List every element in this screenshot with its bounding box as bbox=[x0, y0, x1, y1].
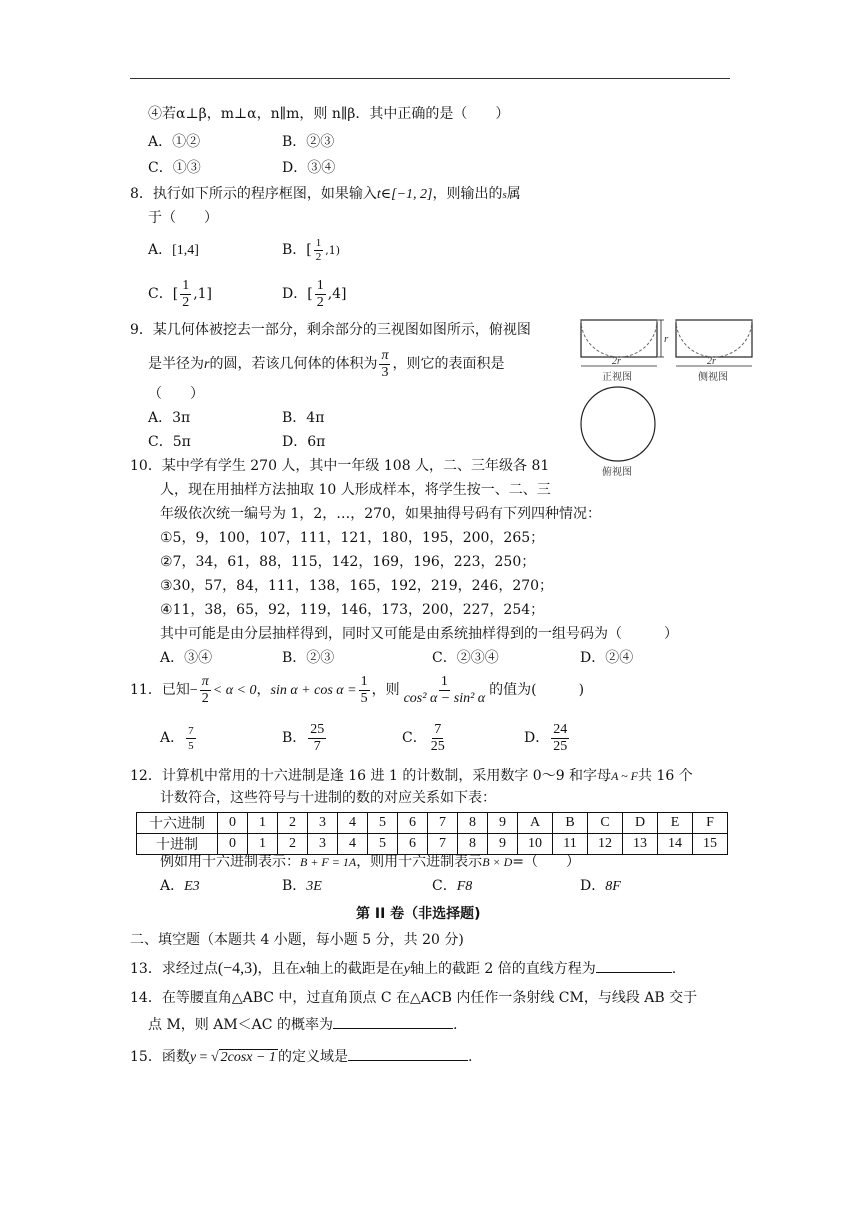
q8-stem-text-2: ，则输出的 bbox=[432, 186, 503, 202]
q12-text-b: 共 16 个 bbox=[638, 768, 693, 784]
hex-row bbox=[137, 813, 728, 834]
q13-point: (−4,3) bbox=[217, 960, 258, 977]
q11-d-label: D． bbox=[524, 730, 550, 746]
q8-b-label: B． bbox=[282, 242, 307, 258]
q12-example-text-a: 例如用十六进制表示： bbox=[160, 854, 300, 870]
q15-radicand: 2cosx − 1 bbox=[220, 1050, 276, 1065]
q9-stem-line3: （ ） bbox=[148, 386, 204, 402]
q11-b-num: 25 bbox=[310, 721, 325, 737]
decimal-cell: 0 bbox=[218, 834, 248, 855]
q11-cond2-den: 5 bbox=[360, 690, 368, 706]
q8-b-num: 1 bbox=[315, 236, 322, 249]
q9-text-b: 的圆，若该几何体的体积为 bbox=[209, 356, 378, 372]
q14-end: . bbox=[452, 1017, 458, 1033]
q7-option-d: D．③④ bbox=[282, 160, 336, 176]
q9-option-a: A．3π bbox=[148, 410, 191, 426]
q13-text-c: 轴上的截距是在 bbox=[305, 961, 404, 977]
q12-a-value: E3 bbox=[184, 879, 200, 894]
q8-condition: t∈[−1, 2] bbox=[376, 187, 433, 202]
q10-option-a: A．③④ bbox=[160, 650, 213, 666]
q11-tail: 的值为( ) bbox=[489, 682, 585, 698]
q9-text-a: 是半径为 bbox=[148, 356, 204, 372]
q11-cond1-fraction bbox=[200, 674, 211, 707]
q11-cond2-fraction bbox=[359, 674, 370, 707]
hex-cell: 5 bbox=[368, 813, 398, 834]
q13-end: . bbox=[671, 961, 677, 977]
decimal-cell: 1 bbox=[248, 834, 278, 855]
q12-text-a: 12．计算机中常用的十六进制是逢 16 进 1 的计数制，采用数字 0～9 和字母 bbox=[130, 768, 612, 784]
q12-option-c bbox=[432, 876, 472, 897]
hex-cell: E bbox=[658, 813, 693, 834]
part2-title: 第 II 卷（非选择题) bbox=[356, 906, 481, 922]
sqrt-icon: √ bbox=[210, 1050, 219, 1065]
q9-stem-line1: 9．某几何体被挖去一部分，剩余部分的三视图如图所示，俯视图 bbox=[130, 322, 531, 338]
decimal-cell: 5 bbox=[368, 834, 398, 855]
q12-b-value: 3E bbox=[306, 879, 322, 894]
q8-d-close: ,4] bbox=[327, 286, 347, 302]
q12-var-range: A ~ F bbox=[611, 769, 638, 783]
q11-d-num: 24 bbox=[553, 721, 568, 737]
decimal-cell: 9 bbox=[488, 834, 518, 855]
q11-cond1-den: 2 bbox=[201, 690, 209, 706]
hex-cell: 3 bbox=[308, 813, 338, 834]
q8-c-open: [ bbox=[172, 286, 179, 302]
q8-stem-text-3: 属 bbox=[506, 186, 521, 202]
q11-cond2-num: 1 bbox=[360, 673, 368, 689]
decimal-cell: 13 bbox=[623, 834, 658, 855]
q10-question: 其中可能是由分层抽样得到，同时又可能是由系统抽样得到的一组号码为（ ） bbox=[160, 626, 678, 642]
q11-b-label: B． bbox=[282, 730, 307, 746]
hex-cell: 8 bbox=[458, 813, 488, 834]
q8-stem-cont: 于（ ） bbox=[148, 210, 218, 226]
q8-d-den: 2 bbox=[316, 294, 324, 310]
q11-expr-num: 1 bbox=[440, 673, 448, 689]
hex-cell: 9 bbox=[488, 813, 518, 834]
q12-d-value: 8F bbox=[605, 879, 621, 894]
hex-row-header: 十六进制 bbox=[137, 813, 218, 834]
q13-answer-blank[interactable] bbox=[596, 958, 672, 973]
top-view-caption: 俯视图 bbox=[602, 467, 632, 478]
q8-c-fraction bbox=[180, 278, 191, 311]
q10-stem-line3: 年级依次统一编号为 1，2，…，270，如果抽得号码有下列四种情况： bbox=[160, 506, 601, 522]
q15-text-a: 15．函数 bbox=[130, 1049, 190, 1065]
decimal-row-header: 十进制 bbox=[137, 834, 218, 855]
q8-c-label: C． bbox=[148, 286, 173, 302]
q12-example-expression: B × D bbox=[482, 855, 513, 869]
q11-cond1-num: π bbox=[201, 673, 209, 689]
q13-text-a: 13．求经过点 bbox=[130, 961, 218, 977]
q9-three-view-figure bbox=[576, 314, 756, 480]
q9-option-d: D．6π bbox=[282, 434, 326, 450]
q11-cond2-lhs: sin α + cos α = bbox=[270, 683, 357, 698]
q12-stem-line2: 计数符合，这些符号与十进制的数的对应关系如下表： bbox=[160, 790, 496, 806]
q7-option-c: C．①③ bbox=[148, 160, 201, 176]
q11-a-label: A． bbox=[160, 730, 185, 746]
q11-d-fraction bbox=[551, 722, 569, 755]
q8-option-b bbox=[282, 232, 340, 269]
q9-text-c: ，则它的表面积是 bbox=[392, 356, 505, 372]
q9-option-c: C．5π bbox=[148, 434, 191, 450]
q8-stem bbox=[130, 184, 521, 205]
q8-d-fraction bbox=[315, 278, 326, 311]
q13-var-y: y bbox=[403, 962, 410, 977]
q11-comma: ， bbox=[256, 682, 271, 698]
q14-stem-line2 bbox=[148, 1014, 457, 1035]
q11-lead: 11．已知 bbox=[130, 682, 190, 698]
hex-cell: 2 bbox=[278, 813, 308, 834]
q12-c-label: C． bbox=[432, 878, 457, 894]
q11-neg: − bbox=[189, 683, 198, 698]
q8-option-c bbox=[148, 276, 212, 312]
decimal-cell: 14 bbox=[658, 834, 693, 855]
decimal-cell: 12 bbox=[588, 834, 623, 855]
hex-cell: 7 bbox=[428, 813, 458, 834]
q11-a-fraction bbox=[186, 724, 196, 753]
hex-decimal-table bbox=[136, 812, 728, 855]
q8-d-open: [ bbox=[307, 286, 313, 302]
q10-case-3: ③30，57，84，111，138，165，192，219，246，270； bbox=[160, 578, 554, 594]
q11-then: ，则 bbox=[371, 682, 400, 698]
q10-option-d: D．②④ bbox=[580, 650, 634, 666]
q9-stem-line2 bbox=[148, 344, 504, 385]
decimal-cell: 15 bbox=[693, 834, 728, 855]
hex-cell: B bbox=[553, 813, 588, 834]
q14-stem-line1: 14．在等腰直角△ABC 中，过直角顶点 C 在△ACB 内任作一条射线 CM，与线段 AB 交于 bbox=[130, 990, 698, 1006]
side-view-caption: 侧视图 bbox=[698, 372, 728, 383]
q8-b-den: 2 bbox=[315, 250, 322, 263]
hex-cell: 6 bbox=[398, 813, 428, 834]
q8-d-num: 1 bbox=[316, 277, 324, 293]
q8-c-close: ,1] bbox=[193, 286, 213, 302]
side-view-rect bbox=[676, 320, 752, 357]
q8-d-label: D． bbox=[282, 286, 308, 302]
q14-answer-blank[interactable] bbox=[333, 1014, 453, 1029]
decimal-cell: 8 bbox=[458, 834, 488, 855]
q12-option-a bbox=[160, 876, 200, 897]
side-view-dashed-arc bbox=[676, 320, 752, 357]
q15-text-b: 的定义域是 bbox=[277, 1049, 348, 1065]
q11-option-d bbox=[524, 718, 571, 758]
q15-end: . bbox=[467, 1049, 473, 1065]
hex-cell: D bbox=[623, 813, 658, 834]
hex-cell: F bbox=[693, 813, 728, 834]
q10-option-b: B．②③ bbox=[282, 650, 335, 666]
q12-example-text-c: =（ ） bbox=[512, 854, 581, 870]
section2-heading: 二、填空题（本题共 4 小题，每小题 5 分，共 20 分) bbox=[130, 932, 464, 948]
q11-expr-den: cos² α − sin² α bbox=[403, 690, 486, 706]
q11-expression-fraction bbox=[402, 674, 488, 707]
q7-option-b: B．②③ bbox=[282, 134, 335, 150]
q12-example bbox=[160, 852, 580, 872]
q13-text-b: ，且在 bbox=[257, 961, 300, 977]
q11-a-num: 7 bbox=[188, 724, 194, 737]
q9-option-b: B．4π bbox=[282, 410, 325, 426]
q12-b-label: B． bbox=[282, 878, 307, 894]
q12-a-label: A． bbox=[160, 878, 185, 894]
q8-option-d bbox=[282, 276, 347, 312]
q8-var-s: s bbox=[502, 189, 507, 201]
header-rule bbox=[130, 78, 730, 79]
decimal-cell: 6 bbox=[398, 834, 428, 855]
q9-volume-fraction bbox=[379, 348, 390, 381]
q15-equals: = bbox=[196, 1050, 211, 1065]
q8-c-den: 2 bbox=[182, 294, 190, 310]
hex-cell: 1 bbox=[248, 813, 278, 834]
q12-option-d bbox=[580, 876, 621, 897]
q8-c-num: 1 bbox=[182, 277, 190, 293]
front-view-dashed-arc bbox=[581, 320, 657, 357]
decimal-cell: 10 bbox=[518, 834, 553, 855]
q15-stem bbox=[130, 1044, 472, 1071]
decimal-cell: 2 bbox=[278, 834, 308, 855]
q11-c-den: 25 bbox=[430, 738, 445, 754]
q12-d-label: D． bbox=[580, 878, 606, 894]
side-width-label: 2r bbox=[707, 356, 716, 367]
q8-a-label: A． bbox=[148, 242, 173, 258]
q11-c-num: 7 bbox=[434, 721, 442, 737]
q11-stem bbox=[130, 670, 584, 711]
q8-b-open: [ bbox=[306, 242, 312, 258]
q12-example-text-b: ，则用十六进制表示 bbox=[356, 854, 483, 870]
q12-stem-line1 bbox=[130, 766, 693, 786]
q11-option-c bbox=[402, 718, 449, 758]
q7-stem: ④若α⊥β，m⊥α，n∥m，则 n∥β．其中正确的是（ ） bbox=[148, 106, 510, 122]
q10-case-4: ④11，38，65，92，119，146，173，200，227，254； bbox=[160, 602, 545, 618]
q11-a-den: 5 bbox=[188, 739, 194, 752]
q8-a-value: [1,4] bbox=[172, 243, 199, 258]
q11-option-a bbox=[160, 718, 198, 758]
q9-vol-num: π bbox=[381, 347, 389, 363]
q8-b-fraction bbox=[314, 237, 324, 264]
q13-text-d: 轴上的截距 2 倍的直线方程为 bbox=[409, 961, 596, 977]
q8-stem-text: 8．执行如下所示的程序框图，如果输入 bbox=[130, 186, 377, 202]
q10-stem-line1: 10．某中学有学生 270 人，其中一年级 108 人，二、三年级各 81 bbox=[130, 458, 550, 474]
front-width-label: 2r bbox=[612, 356, 621, 367]
q11-d-den: 25 bbox=[553, 738, 568, 754]
q11-c-label: C． bbox=[402, 730, 427, 746]
q12-example-equation: B + F = 1A bbox=[300, 855, 357, 869]
hex-cell: A bbox=[518, 813, 553, 834]
q9-vol-den: 3 bbox=[381, 364, 389, 380]
q10-case-2: ②7，34，61，88，115，142，169，196，223，250； bbox=[160, 554, 536, 570]
q11-c-fraction bbox=[429, 722, 447, 755]
height-label: r bbox=[664, 333, 669, 345]
front-view-rect bbox=[581, 320, 657, 357]
q7-option-a: A．①② bbox=[148, 134, 201, 150]
q12-option-b bbox=[282, 876, 322, 897]
q8-b-close: ,1) bbox=[325, 244, 341, 257]
q13-var-x: x bbox=[299, 962, 306, 977]
q14-text: 点 M，则 AM＜AC 的概率为 bbox=[148, 1017, 333, 1033]
q9-var-r: r bbox=[204, 357, 210, 372]
q11-cond1-rest: < α < 0 bbox=[212, 683, 257, 698]
decimal-cell: 11 bbox=[553, 834, 588, 855]
hex-cell: 4 bbox=[338, 813, 368, 834]
top-view-circle bbox=[581, 387, 655, 461]
q15-answer-blank[interactable] bbox=[348, 1046, 468, 1061]
decimal-cell: 3 bbox=[308, 834, 338, 855]
q11-option-b bbox=[282, 718, 328, 758]
q11-b-den: 7 bbox=[313, 738, 321, 754]
q13-stem bbox=[130, 958, 676, 980]
q8-option-a bbox=[148, 240, 199, 261]
decimal-cell: 4 bbox=[338, 834, 368, 855]
hex-cell: 0 bbox=[218, 813, 248, 834]
q11-b-fraction bbox=[308, 722, 326, 755]
q10-case-1: ①5，9，100，107，111，121，180，195，200，265； bbox=[160, 530, 545, 546]
q15-var-y: y bbox=[189, 1050, 197, 1065]
q12-c-value: F8 bbox=[456, 879, 473, 894]
front-view-caption: 正视图 bbox=[602, 372, 632, 383]
q10-stem-line2: 人，现在用抽样方法抽取 10 人形成样本，将学生按一、二、三 bbox=[160, 482, 551, 498]
hex-cell: C bbox=[588, 813, 623, 834]
decimal-cell: 7 bbox=[428, 834, 458, 855]
q10-option-c: C．②③④ bbox=[432, 650, 499, 666]
